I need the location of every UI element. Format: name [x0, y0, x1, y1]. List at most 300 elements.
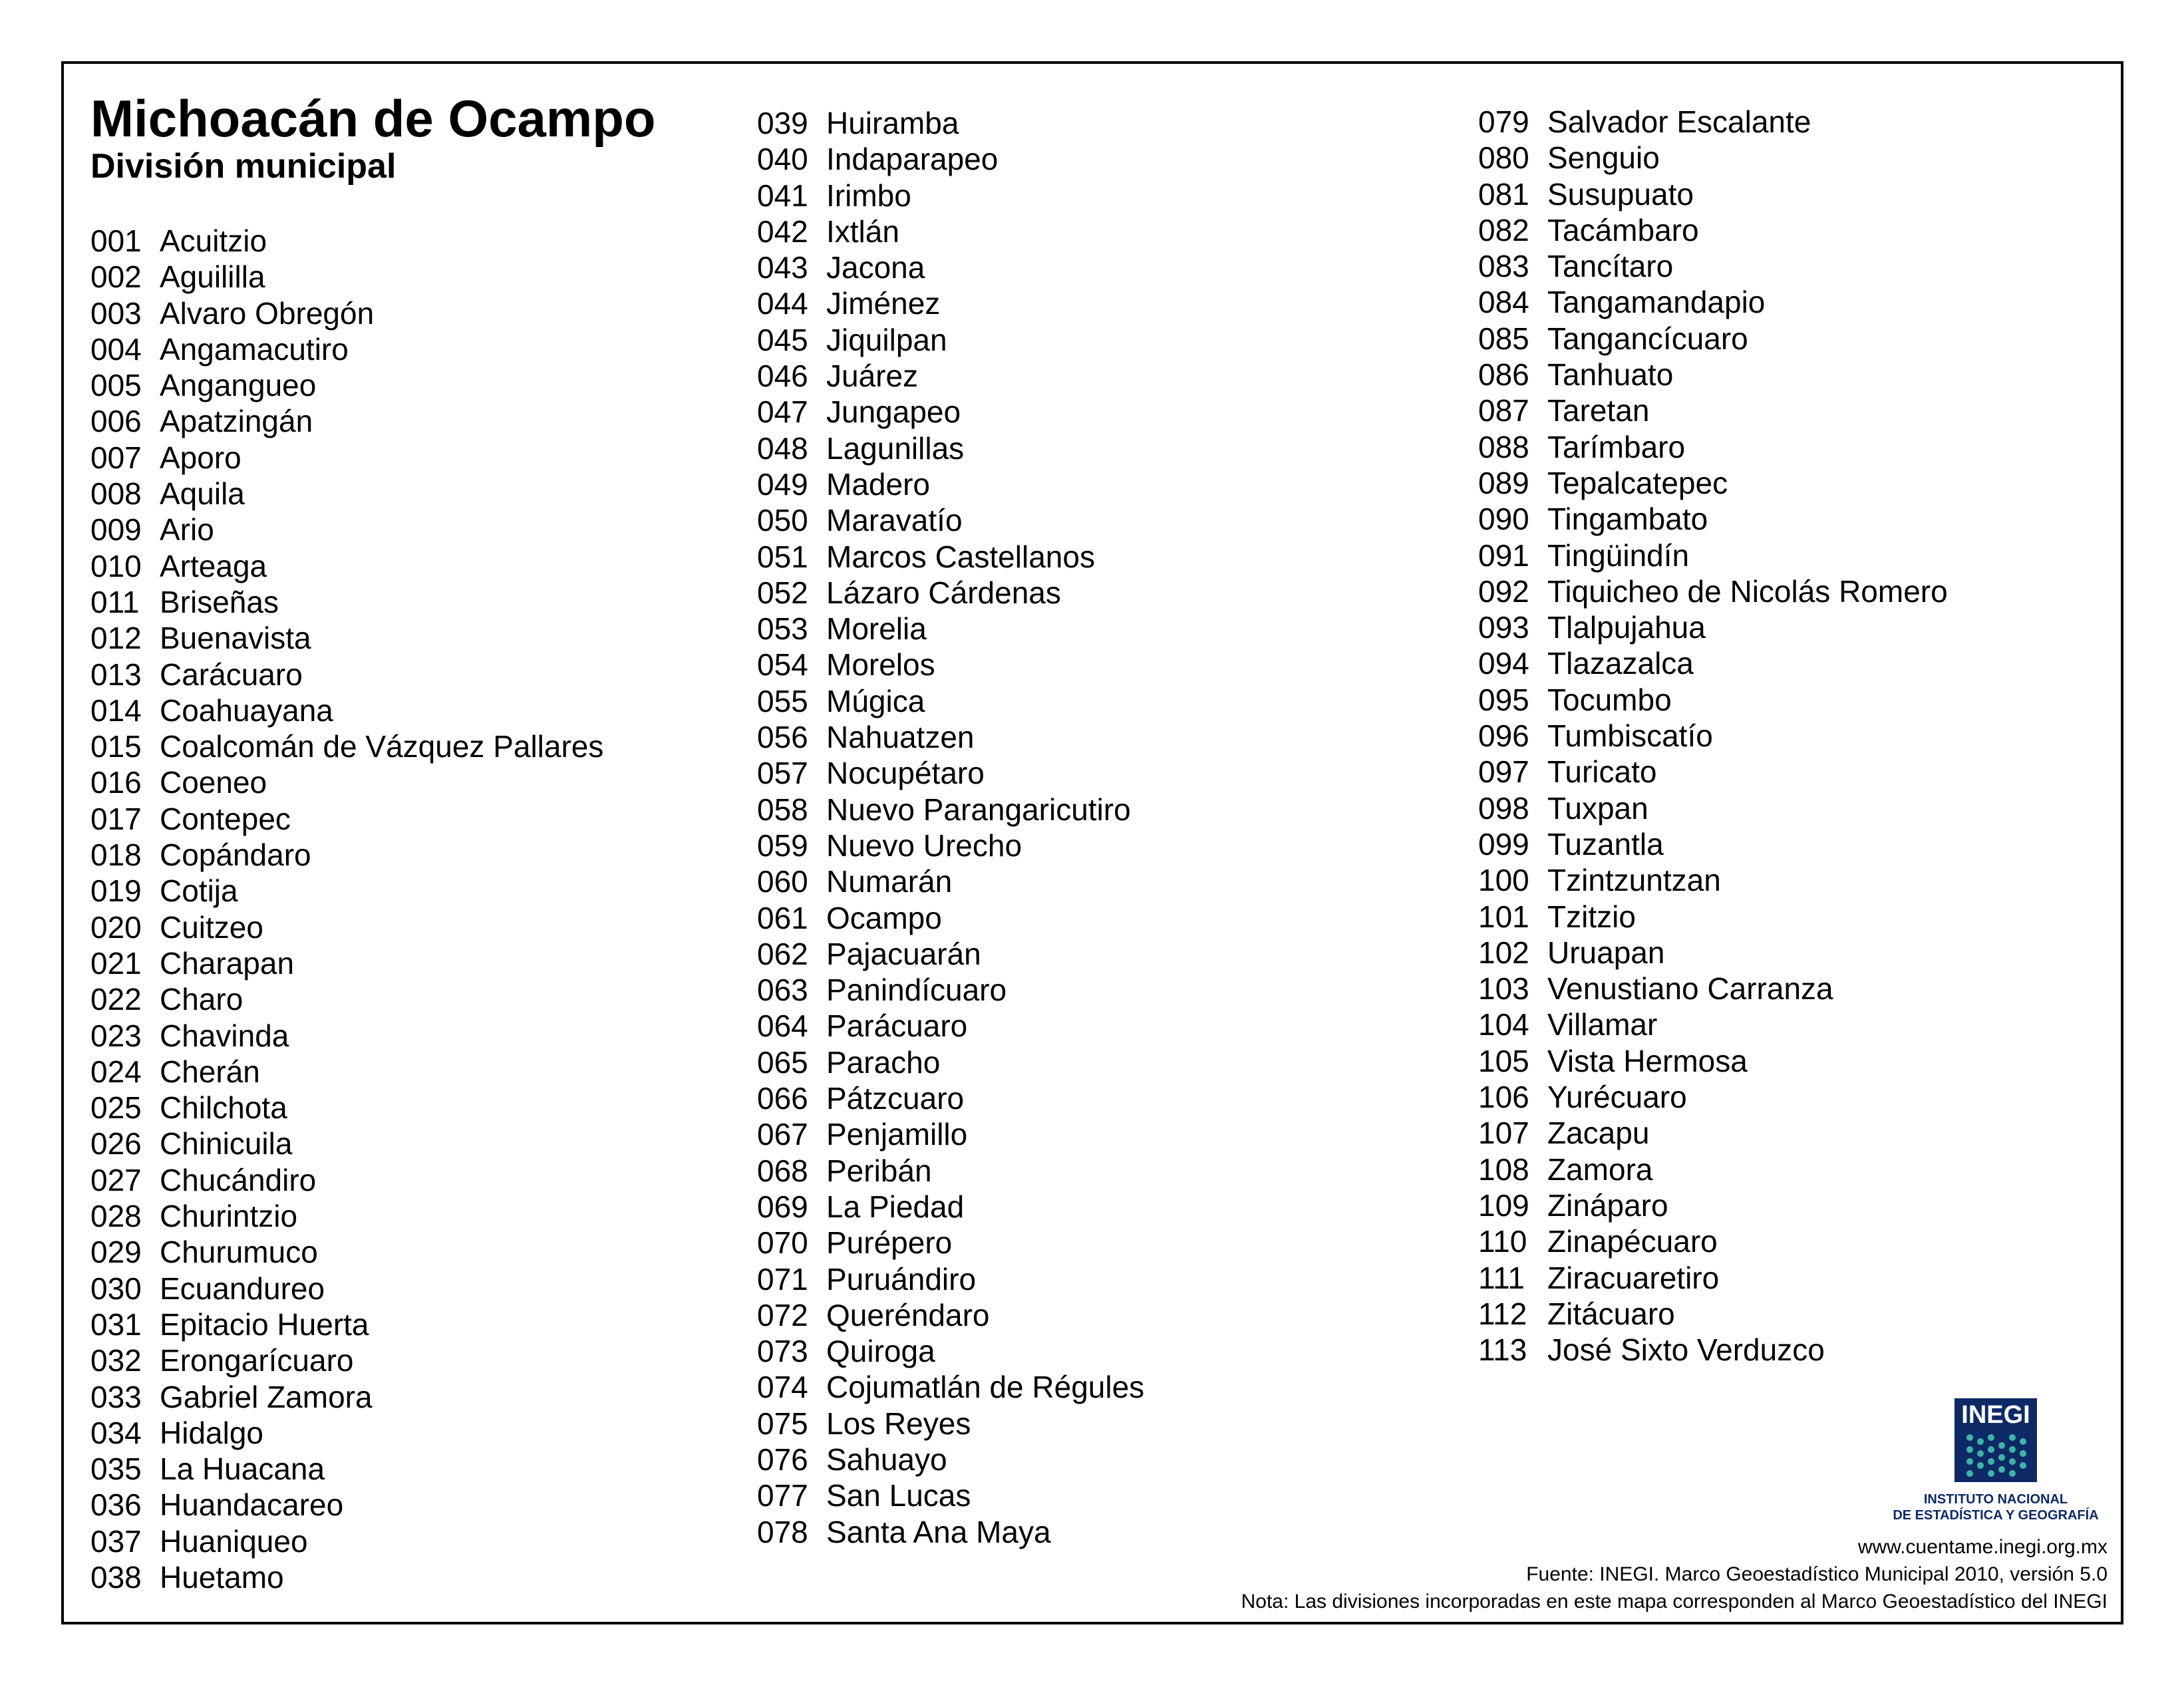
municipality-code: 061	[757, 900, 808, 935]
municipality-code: 083	[1478, 249, 1529, 284]
municipality-name: Carácuaro	[160, 657, 303, 692]
municipality-item	[1478, 501, 1948, 537]
municipality-item	[1478, 465, 1948, 501]
municipality-code: 057	[757, 756, 808, 791]
municipality-code: 055	[757, 683, 808, 718]
municipality-item	[1478, 1187, 1948, 1223]
municipality-name: Apatzingán	[160, 404, 313, 439]
municipality-item	[1478, 1043, 1948, 1079]
municipality-name: Indaparapeo	[826, 142, 999, 177]
municipality-item	[90, 1054, 603, 1090]
municipality-code: 098	[1478, 790, 1529, 826]
municipality-name: Marcos Castellanos	[826, 539, 1095, 574]
municipality-item	[90, 981, 603, 1017]
municipality-code: 093	[1478, 610, 1529, 645]
municipality-code: 075	[757, 1406, 808, 1441]
municipality-name: Uruapan	[1547, 935, 1665, 970]
municipality-name: Jungapeo	[826, 394, 961, 430]
municipality-code: 008	[90, 476, 142, 512]
municipality-item	[757, 466, 1144, 502]
municipality-code: 023	[90, 1018, 142, 1053]
municipality-item	[90, 1487, 603, 1523]
municipality-name: Angangueo	[160, 368, 317, 403]
municipality-name: Numarán	[826, 864, 953, 899]
municipality-item	[90, 1126, 603, 1161]
municipality-name: Aguililla	[160, 259, 265, 295]
municipality-code: 100	[1478, 863, 1529, 898]
municipality-name: La Huacana	[160, 1452, 325, 1487]
municipality-name: Tingüindín	[1547, 537, 1690, 573]
municipality-item	[757, 755, 1144, 791]
municipality-item	[757, 1297, 1144, 1333]
municipality-name: Tuzantla	[1547, 826, 1664, 861]
municipality-item	[1478, 862, 1948, 898]
municipality-code: 070	[757, 1225, 808, 1261]
municipality-name: Panindícuaro	[826, 973, 1007, 1008]
municipality-code: 062	[757, 936, 808, 971]
municipality-name: Huetamo	[160, 1559, 284, 1595]
municipality-name: Huiramba	[826, 106, 959, 140]
municipality-name: Contepec	[160, 801, 291, 836]
municipality-name: José Sixto Verduzco	[1547, 1332, 1825, 1368]
municipality-code: 084	[1478, 285, 1529, 320]
municipality-item	[757, 358, 1144, 394]
municipality-name: Irimbo	[826, 178, 911, 213]
municipality-name: Maravatío	[826, 503, 963, 538]
municipality-name: Coalcomán de Vázquez Pallares	[160, 729, 604, 764]
municipality-item	[90, 1162, 603, 1198]
municipality-code: 017	[90, 801, 142, 836]
municipality-code: 015	[90, 729, 142, 764]
municipality-item	[1478, 284, 1948, 320]
footer-note: Nota: Las divisiones incorporadas en este mapa corresponden al Marco Geoestadístico del INEGI	[1241, 1591, 2107, 1612]
municipality-item	[757, 1153, 1144, 1189]
municipality-name: Cherán	[160, 1054, 260, 1089]
municipality-item	[90, 1018, 603, 1054]
municipality-item	[90, 1559, 603, 1595]
municipality-code: 010	[90, 548, 142, 583]
municipality-code: 001	[90, 224, 142, 258]
municipality-name: Coeneo	[160, 765, 267, 800]
municipality-item	[90, 764, 603, 800]
municipality-code: 080	[1478, 140, 1529, 176]
municipality-code: 027	[90, 1162, 142, 1197]
municipality-name: Zinapécuaro	[1547, 1224, 1718, 1259]
municipality-code: 065	[757, 1044, 808, 1080]
municipality-name: Pátzcuaro	[826, 1081, 965, 1116]
municipality-name: Jacona	[826, 250, 925, 285]
municipality-item	[1478, 609, 1948, 645]
municipality-name: Churumuco	[160, 1235, 318, 1270]
municipality-code: 071	[757, 1261, 808, 1297]
municipality-code: 081	[1478, 176, 1529, 212]
municipality-code: 024	[90, 1054, 142, 1089]
municipality-code: 106	[1478, 1080, 1529, 1115]
municipality-name: Acuitzio	[160, 224, 267, 258]
municipality-name: Parácuaro	[826, 1008, 968, 1044]
municipality-name: Zináparo	[1547, 1187, 1668, 1223]
municipality-name: Hidalgo	[160, 1415, 263, 1450]
municipality-name: Ario	[160, 512, 214, 547]
municipality-item	[757, 863, 1144, 899]
municipality-code: 032	[90, 1343, 142, 1378]
municipality-code: 049	[757, 466, 808, 502]
municipality-item	[757, 936, 1144, 972]
municipality-code: 068	[757, 1153, 808, 1188]
municipality-code: 026	[90, 1126, 142, 1161]
municipality-item	[90, 1415, 603, 1451]
municipality-item	[757, 575, 1144, 611]
municipality-name: Chavinda	[160, 1018, 289, 1053]
municipality-item	[90, 1523, 603, 1559]
municipality-item	[757, 214, 1144, 249]
municipality-code: 005	[90, 368, 142, 403]
municipality-code: 072	[757, 1297, 808, 1332]
municipality-code: 038	[90, 1559, 142, 1595]
municipality-item	[757, 1225, 1144, 1261]
municipality-item	[1478, 1260, 1948, 1296]
municipality-name: Queréndaro	[826, 1297, 990, 1332]
municipality-code: 029	[90, 1235, 142, 1270]
municipality-item	[90, 223, 603, 259]
municipality-name: Nuevo Parangaricutiro	[826, 792, 1131, 827]
municipality-item	[757, 141, 1144, 177]
municipality-code: 028	[90, 1199, 142, 1234]
municipality-code: 040	[757, 142, 808, 177]
municipality-name: Senguio	[1547, 140, 1660, 176]
municipality-name: Cojumatlán de Régules	[826, 1370, 1145, 1405]
municipality-code: 053	[757, 611, 808, 647]
municipality-code: 056	[757, 720, 808, 755]
municipality-item	[1478, 682, 1948, 718]
municipality-code: 087	[1478, 393, 1529, 428]
municipality-name: Yurécuaro	[1547, 1080, 1687, 1115]
municipality-code: 082	[1478, 212, 1529, 247]
municipality-item	[757, 1044, 1144, 1080]
municipality-item	[90, 476, 603, 512]
municipality-item	[757, 502, 1144, 538]
municipality-name: Tacámbaro	[1547, 212, 1699, 247]
municipality-name: Villamar	[1547, 1007, 1658, 1042]
municipality-code: 052	[757, 575, 808, 610]
municipality-name: Zacapu	[1547, 1116, 1650, 1151]
municipality-name: Cotija	[160, 873, 238, 909]
municipality-name: Angamacutiro	[160, 331, 349, 367]
municipality-name: Tingambato	[1547, 502, 1708, 537]
municipality-code: 002	[90, 259, 142, 295]
municipality-name: Erongarícuaro	[160, 1343, 354, 1378]
municipality-name: Ocampo	[826, 900, 942, 935]
municipality-code: 073	[757, 1334, 808, 1369]
municipality-item	[90, 403, 603, 439]
municipality-code: 103	[1478, 971, 1529, 1006]
municipality-code: 088	[1478, 429, 1529, 464]
municipality-name: Turicato	[1547, 754, 1657, 790]
municipality-name: Huandacareo	[160, 1487, 344, 1523]
municipality-name: Tangamandapio	[1547, 285, 1766, 320]
municipality-name: Nahuatzen	[826, 720, 975, 755]
municipality-item	[90, 801, 603, 837]
municipality-item	[90, 1379, 603, 1415]
municipality-item	[757, 683, 1144, 719]
municipality-name: Tepalcatepec	[1547, 465, 1728, 500]
municipality-name: Tuxpan	[1547, 790, 1648, 826]
municipality-name: Paracho	[826, 1044, 941, 1080]
municipality-name: La Piedad	[826, 1189, 965, 1224]
municipality-item	[1478, 104, 1948, 140]
municipality-item	[90, 1234, 603, 1270]
municipality-item	[757, 1477, 1144, 1513]
municipality-code: 074	[757, 1370, 808, 1405]
municipality-code: 109	[1478, 1187, 1529, 1223]
municipality-item	[90, 837, 603, 873]
municipality-code: 007	[90, 440, 142, 475]
municipality-code: 076	[757, 1442, 808, 1477]
municipality-name: Jiquilpan	[826, 322, 947, 357]
municipality-name: Morelos	[826, 647, 935, 683]
municipality-code: 086	[1478, 357, 1529, 392]
municipality-code: 069	[757, 1189, 808, 1224]
municipality-code: 059	[757, 828, 808, 863]
municipality-code: 079	[1478, 104, 1529, 139]
municipality-list-column-2	[757, 105, 1144, 1550]
municipality-item	[757, 828, 1144, 863]
municipality-list-column-1	[90, 223, 603, 1595]
municipality-code: 035	[90, 1452, 142, 1487]
municipality-name: Tangancícuaro	[1547, 321, 1748, 356]
municipality-code: 036	[90, 1487, 142, 1523]
municipality-item	[90, 1306, 603, 1342]
municipality-item	[90, 331, 603, 367]
municipality-code: 003	[90, 295, 142, 331]
municipality-code: 101	[1478, 899, 1529, 934]
municipality-code: 021	[90, 945, 142, 981]
municipality-item	[757, 1369, 1144, 1405]
municipality-item	[90, 295, 603, 331]
inegi-logo	[1883, 1398, 2109, 1525]
municipality-code: 096	[1478, 718, 1529, 754]
municipality-code: 064	[757, 1008, 808, 1044]
municipality-name: Santa Ana Maya	[826, 1514, 1051, 1549]
municipality-code: 091	[1478, 537, 1529, 573]
municipality-item	[757, 1080, 1144, 1116]
municipality-name: Ziracuaretiro	[1547, 1260, 1720, 1295]
municipality-item	[1478, 718, 1948, 754]
municipality-code: 039	[757, 106, 808, 140]
municipality-code: 033	[90, 1379, 142, 1414]
municipality-code: 054	[757, 647, 808, 683]
municipality-name: Aporo	[160, 440, 241, 475]
municipality-code: 019	[90, 873, 142, 909]
municipality-name: Purépero	[826, 1225, 953, 1261]
municipality-item	[757, 611, 1144, 647]
municipality-code: 092	[1478, 573, 1529, 609]
municipality-code: 012	[90, 621, 142, 656]
municipality-name: Penjamillo	[826, 1117, 968, 1152]
inegi-logo-line-2: DE ESTADÍSTICA Y GEOGRAFÍA	[1893, 1508, 2099, 1523]
municipality-name: Chucándiro	[160, 1162, 317, 1197]
municipality-item	[757, 105, 1144, 141]
municipality-item	[1478, 573, 1948, 609]
municipality-name: Múgica	[826, 683, 925, 718]
municipality-name: Alvaro Obregón	[160, 295, 375, 331]
municipality-item	[90, 1090, 603, 1126]
municipality-name: Aquila	[160, 476, 245, 512]
municipality-name: Briseñas	[160, 584, 279, 619]
municipality-item	[757, 792, 1144, 828]
municipality-code: 042	[757, 214, 808, 249]
municipality-item	[1478, 899, 1948, 935]
municipality-name: Puruándiro	[826, 1261, 977, 1297]
municipality-name: Cuitzeo	[160, 909, 263, 945]
municipality-code: 004	[90, 331, 142, 367]
municipality-list-column-3	[1478, 104, 1948, 1368]
municipality-code: 058	[757, 792, 808, 827]
municipality-code: 063	[757, 973, 808, 1008]
municipality-code: 095	[1478, 682, 1529, 717]
municipality-item	[757, 430, 1144, 466]
municipality-item	[90, 512, 603, 547]
municipality-item	[90, 548, 603, 584]
municipality-item	[1478, 140, 1948, 176]
municipality-name: Ecuandureo	[160, 1271, 325, 1306]
municipality-code: 085	[1478, 321, 1529, 356]
municipality-item	[757, 249, 1144, 285]
municipality-item	[1478, 971, 1948, 1006]
municipality-code: 020	[90, 909, 142, 945]
municipality-code: 104	[1478, 1007, 1529, 1042]
municipality-item	[1478, 1223, 1948, 1259]
municipality-code: 111	[1478, 1260, 1525, 1295]
municipality-item	[757, 1406, 1144, 1442]
municipality-item	[1478, 754, 1948, 790]
municipality-name: Zamora	[1547, 1152, 1653, 1187]
municipality-item	[757, 322, 1144, 358]
municipality-name: Chinicuila	[160, 1126, 293, 1161]
municipality-name: San Lucas	[826, 1478, 971, 1513]
municipality-code: 025	[90, 1090, 142, 1126]
municipality-item	[90, 584, 603, 620]
municipality-item	[1478, 176, 1948, 212]
municipality-name: Taretan	[1547, 393, 1650, 428]
municipality-name: Morelia	[826, 611, 927, 647]
municipality-name: Quiroga	[826, 1334, 935, 1369]
municipality-code: 048	[757, 430, 808, 466]
municipality-name: Tarímbaro	[1547, 429, 1686, 464]
municipality-item	[1478, 321, 1948, 357]
footer-url: www.cuentame.inegi.org.mx	[1857, 1536, 2107, 1558]
inegi-logo-line-1: INSTITUTO NACIONAL	[1923, 1492, 2068, 1507]
municipality-item	[90, 1271, 603, 1306]
municipality-name: Nocupétaro	[826, 756, 985, 791]
municipality-item	[757, 719, 1144, 755]
municipality-item	[757, 285, 1144, 321]
municipality-name: Buenavista	[160, 621, 311, 656]
municipality-code: 113	[1478, 1332, 1527, 1368]
municipality-item	[757, 1116, 1144, 1152]
municipality-name: Arteaga	[160, 548, 267, 583]
municipality-code: 018	[90, 838, 142, 873]
municipality-item	[1478, 935, 1948, 971]
municipality-item	[1478, 212, 1948, 248]
municipality-code: 009	[90, 512, 142, 547]
municipality-name: Coahuayana	[160, 692, 333, 728]
municipality-item	[1478, 1332, 1948, 1368]
municipality-name: Tancítaro	[1547, 249, 1674, 284]
municipality-code: 046	[757, 359, 808, 394]
municipality-item	[90, 367, 603, 403]
page-title: Michoacán de Ocampo	[90, 89, 656, 148]
municipality-code: 108	[1478, 1152, 1529, 1187]
municipality-item	[1478, 826, 1948, 862]
municipality-name: Venustiano Carranza	[1547, 971, 1833, 1006]
municipality-item	[90, 657, 603, 692]
municipality-item	[1478, 392, 1948, 428]
municipality-name: Gabriel Zamora	[160, 1379, 373, 1414]
municipality-name: Lagunillas	[826, 430, 965, 466]
municipality-name: Salvador Escalante	[1547, 104, 1811, 139]
municipality-item	[90, 692, 603, 728]
municipality-name: Peribán	[826, 1153, 932, 1188]
municipality-name: Juárez	[826, 359, 919, 394]
municipality-item	[90, 1342, 603, 1378]
municipality-item	[90, 909, 603, 945]
municipality-name: Jiménez	[826, 286, 941, 321]
municipality-item	[757, 1442, 1144, 1477]
municipality-item	[757, 1189, 1144, 1225]
municipality-code: 041	[757, 178, 808, 213]
inegi-logo-word: INEGI	[1961, 1401, 2030, 1429]
municipality-code: 022	[90, 982, 142, 1017]
municipality-item	[757, 1514, 1144, 1550]
municipality-item	[1478, 790, 1948, 826]
municipality-code: 077	[757, 1478, 808, 1513]
municipality-name: Madero	[826, 466, 930, 502]
municipality-code: 030	[90, 1271, 142, 1306]
municipality-code: 045	[757, 322, 808, 357]
municipality-code: 050	[757, 503, 808, 538]
municipality-item	[1478, 1115, 1948, 1151]
municipality-name: Tzintzuntzan	[1547, 863, 1721, 898]
municipality-item	[757, 539, 1144, 575]
municipality-code: 011	[90, 584, 140, 619]
municipality-item	[757, 1261, 1144, 1297]
municipality-item	[90, 259, 603, 295]
municipality-code: 107	[1478, 1116, 1529, 1151]
municipality-code: 037	[90, 1523, 142, 1559]
municipality-name: Copándaro	[160, 838, 311, 873]
municipality-item	[90, 873, 603, 909]
municipality-item	[1478, 357, 1948, 392]
page-subtitle: División municipal	[90, 147, 396, 186]
municipality-name: Zitácuaro	[1547, 1296, 1675, 1331]
municipality-code: 097	[1478, 754, 1529, 790]
municipality-name: Ixtlán	[826, 214, 899, 249]
municipality-name: Tumbiscatío	[1547, 718, 1713, 754]
inegi-logo-mark	[1954, 1398, 2037, 1482]
municipality-code: 089	[1478, 465, 1529, 500]
municipality-name: Pajacuarán	[826, 936, 981, 971]
municipality-name: Nuevo Urecho	[826, 828, 1022, 863]
municipality-item	[757, 1008, 1144, 1044]
municipality-item	[757, 972, 1144, 1008]
municipality-name: Huaniqueo	[160, 1523, 308, 1559]
municipality-code: 078	[757, 1514, 808, 1549]
municipality-item	[90, 945, 603, 981]
municipality-item	[1478, 537, 1948, 573]
municipality-name: Tlazazalca	[1547, 646, 1694, 681]
municipality-code: 102	[1478, 935, 1529, 970]
